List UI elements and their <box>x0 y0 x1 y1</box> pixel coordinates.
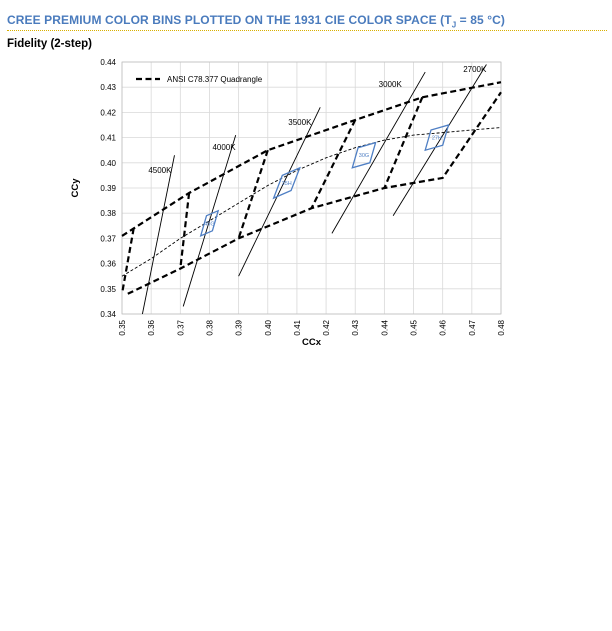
x-tick-label: 0.41 <box>292 320 302 336</box>
x-tick-label: 0.44 <box>380 320 390 336</box>
bin-label: 45G <box>204 221 215 228</box>
bin-label: 30G <box>358 153 370 160</box>
chart-grid <box>122 62 501 314</box>
x-tick-label: 0.37 <box>176 320 186 336</box>
cct-label: 3000K <box>378 80 402 90</box>
quadrangle-divider <box>180 193 189 269</box>
page-title: CREE PREMIUM COLOR BINS PLOTTED ON THE 1931 CIE COLOR SPACE ($T_J = 85$ °C) <box>7 13 505 30</box>
cie-chart <box>60 52 520 352</box>
y-tick-label: 0.36 <box>100 259 116 269</box>
quadrangle-divider <box>384 97 422 188</box>
planckian-locus-layer <box>122 128 501 277</box>
x-tick-label: 0.39 <box>234 320 244 336</box>
y-tick-label: 0.39 <box>100 184 116 193</box>
x-tick-label: 0.43 <box>351 320 361 336</box>
x-tick-label: 0.45 <box>409 320 419 336</box>
y-tick-label: 0.44 <box>100 58 116 67</box>
y-tick-label: 0.42 <box>100 108 116 118</box>
cct-label: 4500K <box>148 165 172 175</box>
cct-line-4500k <box>142 155 174 314</box>
y-tick-label: 0.34 <box>100 310 116 319</box>
cct-label: 3500K <box>288 118 312 127</box>
cct-line-3500k <box>239 107 321 276</box>
chart-legend <box>136 75 263 84</box>
x-tick-label: 0.47 <box>467 320 477 336</box>
x-tick-label: 0.38 <box>205 320 215 336</box>
cct-label: 2700K <box>463 65 487 75</box>
x-tick-label: 0.40 <box>263 320 273 336</box>
planckian-locus-line <box>122 128 501 277</box>
page-header <box>7 13 607 31</box>
y-tick-label: 0.43 <box>100 83 116 93</box>
x-tick-label: 0.46 <box>438 320 448 336</box>
section-label: Fidelity (2-step) <box>7 38 92 50</box>
y-tick-label: 0.40 <box>100 158 116 168</box>
y-tick-label: 0.37 <box>100 234 116 244</box>
x-axis-title: CCx <box>301 337 322 348</box>
y-tick-label: 0.35 <box>100 284 116 294</box>
x-tick-label: 0.35 <box>118 320 127 336</box>
y-axis-title: CCy <box>70 178 81 198</box>
axes-layer <box>70 58 506 348</box>
x-tick-label: 0.42 <box>322 320 332 336</box>
x-tick-label: 0.48 <box>497 320 506 336</box>
bin-label: 35H <box>281 180 292 187</box>
cct-label: 4000K <box>212 143 236 153</box>
legend-label: ANSI C78.377 Quadrangle <box>167 75 263 84</box>
cct-line-3000k <box>332 72 425 233</box>
y-tick-label: 0.41 <box>100 133 116 143</box>
bin-label: 27H <box>431 135 442 142</box>
y-tick-label: 0.38 <box>100 209 116 219</box>
x-tick-label: 0.36 <box>147 320 157 336</box>
